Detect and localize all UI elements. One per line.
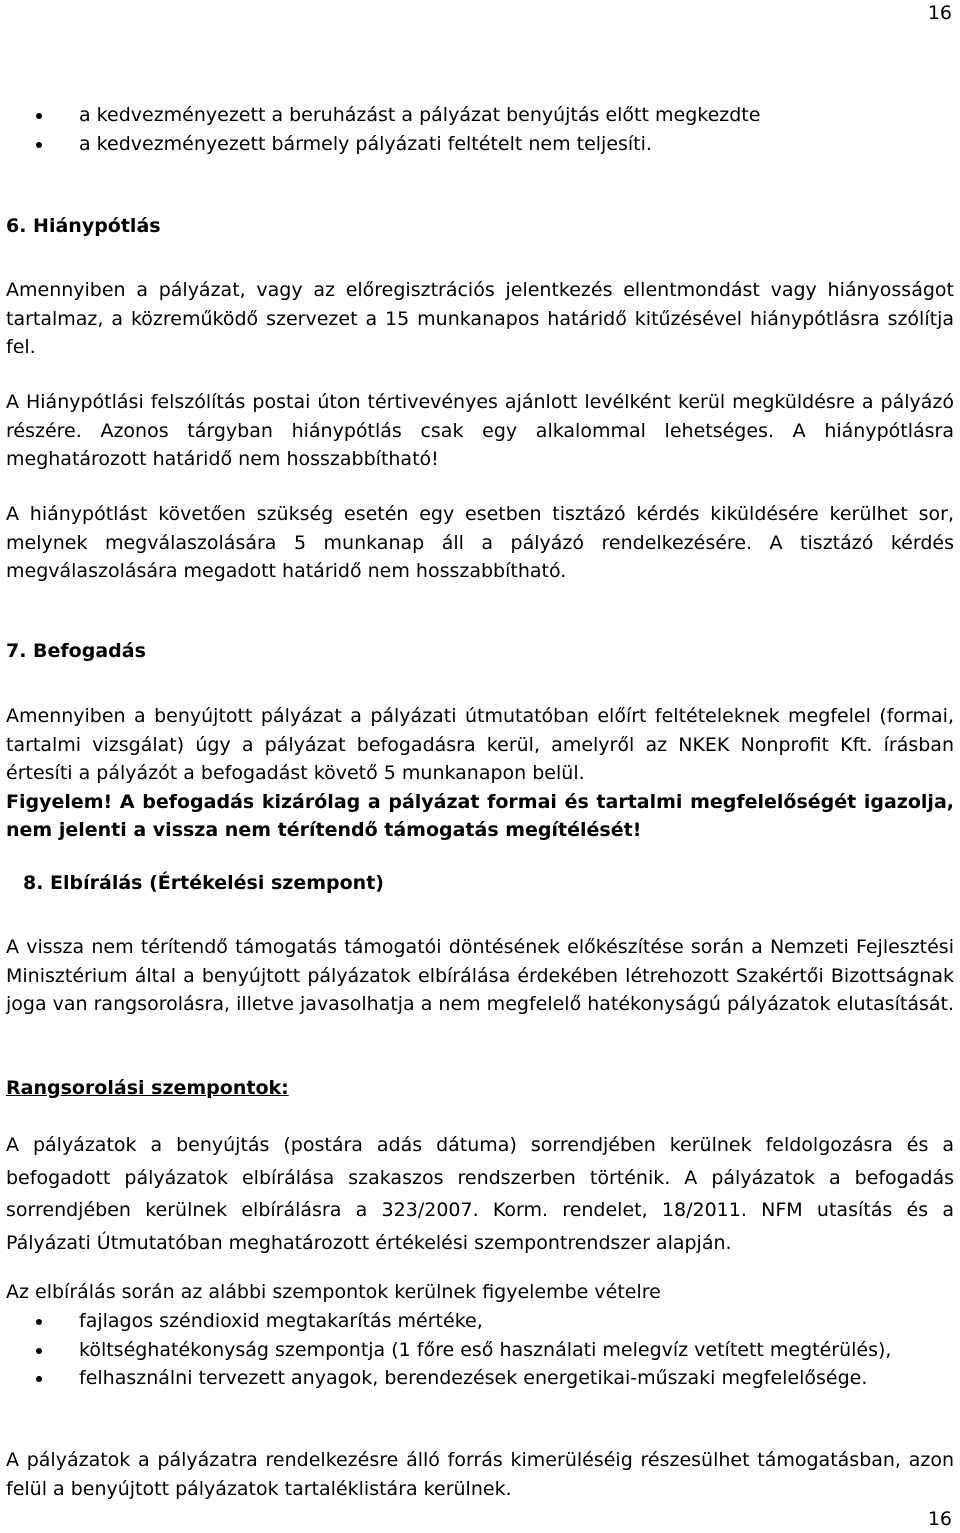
section-8-paragraph-3: Az elbírálás során az alábbi szempontok kerülnek figyelembe vételre [6,1281,661,1303]
section-7-title: 7. Befogadás [6,640,146,662]
section-8-paragraph-2: A pályázatok a benyújtás (postára adás dátuma) sorrendjében kerülnek feldolgozásra és a befogadott pályázatok elbírálása szakaszos rendszerben történik. A pályázatok a befogadás sorrendjében kerülnek elbírálásra a 323/2007. Korm. rendelet, 18/2011. NFM utasítás és a Pályázati Útmutatóban meghatározott értékelési szempontrendszer alapján. [6,1134,954,1254]
list-item: költséghatékonyság szempontja (1 főre eső használati melegvíz vetített megtérülés), [6,1336,954,1365]
bullet-icon [36,1319,42,1325]
bullet-icon [36,142,42,148]
bullet-icon [36,1376,42,1382]
top-bullet-list [6,101,954,158]
page-number-bottom: 16 [927,1508,952,1530]
list-item: fajlagos széndioxid megtakarítás mértéke, [6,1307,954,1336]
list-item: a kedvezményezett a beruházást a pályázat benyújtás előtt megkezdte [6,101,954,130]
ranking-criteria-title: Rangsorolási szempontok: [6,1077,289,1099]
list-item: felhasználni tervezett anyagok, berendezések energetikai-műszaki megfelelősége. [6,1364,954,1393]
section-6-paragraph-3: A hiánypótlást követően szükség esetén egy esetben tisztázó kérdés kiküldésére kerülhet sor, melynek megválaszolására 5 munkanap áll a pályázó rendelkezésére. A tisztázó kérdés megválaszolására megadott határidő nem hosszabbítható. [6,503,954,582]
criteria-list [6,1307,954,1393]
page-number-top: 16 [927,2,952,24]
list-item: a kedvezményezett bármely pályázati feltételt nem teljesíti. [6,130,954,159]
section-8-paragraph-1: A vissza nem térítendő támogatás támogatói döntésének előkészítése során a Nemzeti Fejlesztési Minisztérium által a benyújtott pályázatok elbírálása érdekében létrehozott Szakértői Bizottságnak joga van rangsorolásra, illetve javasolhatja a nem megfelelő hatékonyságú pályázatok elutasítását. [6,936,954,1015]
bullet-icon [36,113,42,119]
section-6-title: 6. Hiánypótlás [6,215,161,237]
section-6-paragraph-1: Amennyiben a pályázat, vagy az előregisztrációs jelentkezés ellentmondást vagy hiányosságot tartalmaz, a közreműködő szervezet a 15 munkanapos határidő kitűzésével hiánypótlásra szólítja fel. [6,279,954,358]
section-6-paragraph-2: A Hiánypótlási felszólítás postai úton tértivevényes ajánlott levélként kerül megküldésre a pályázó részére. Azonos tárgyban hiánypótlás csak egy alkalommal lehetséges. A hiánypótlásra meghatározott határidő nem hosszabbítható! [6,391,954,470]
bullet-icon [36,1348,42,1354]
section-7-paragraph-1: Amennyiben a benyújtott pályázat a pályázati útmutatóban előírt feltételeknek megfelel (formai, tartalmi vizsgálat) úgy a pályázat befogadásra kerül, amelyről az NKEK Nonprofit Kft. írásban értesíti a pályázót a befogadást követő 5 munkanapon belül. Figyelem! A befogadás kizárólag a pályázat formai és tartalmi megfelelőségét igazolja, nem jelenti a vissza nem térítendő támogatás megítélését! [6,702,954,845]
section-8-title: 8. Elbírálás (Értékelési szempont) [23,872,384,894]
section-8-paragraph-4: A pályázatok a pályázatra rendelkezésre álló forrás kimerüléséig részesülhet támogatásban, azon felül a benyújtott pályázatok tartaléklistára kerülnek. [6,1449,954,1500]
warning-note: Figyelem! A befogadás kizárólag a pályázat formai és tartalmi megfelelőségét igazolja, nem jelenti a vissza nem térítendő támogatás megítélését! [6,790,954,841]
